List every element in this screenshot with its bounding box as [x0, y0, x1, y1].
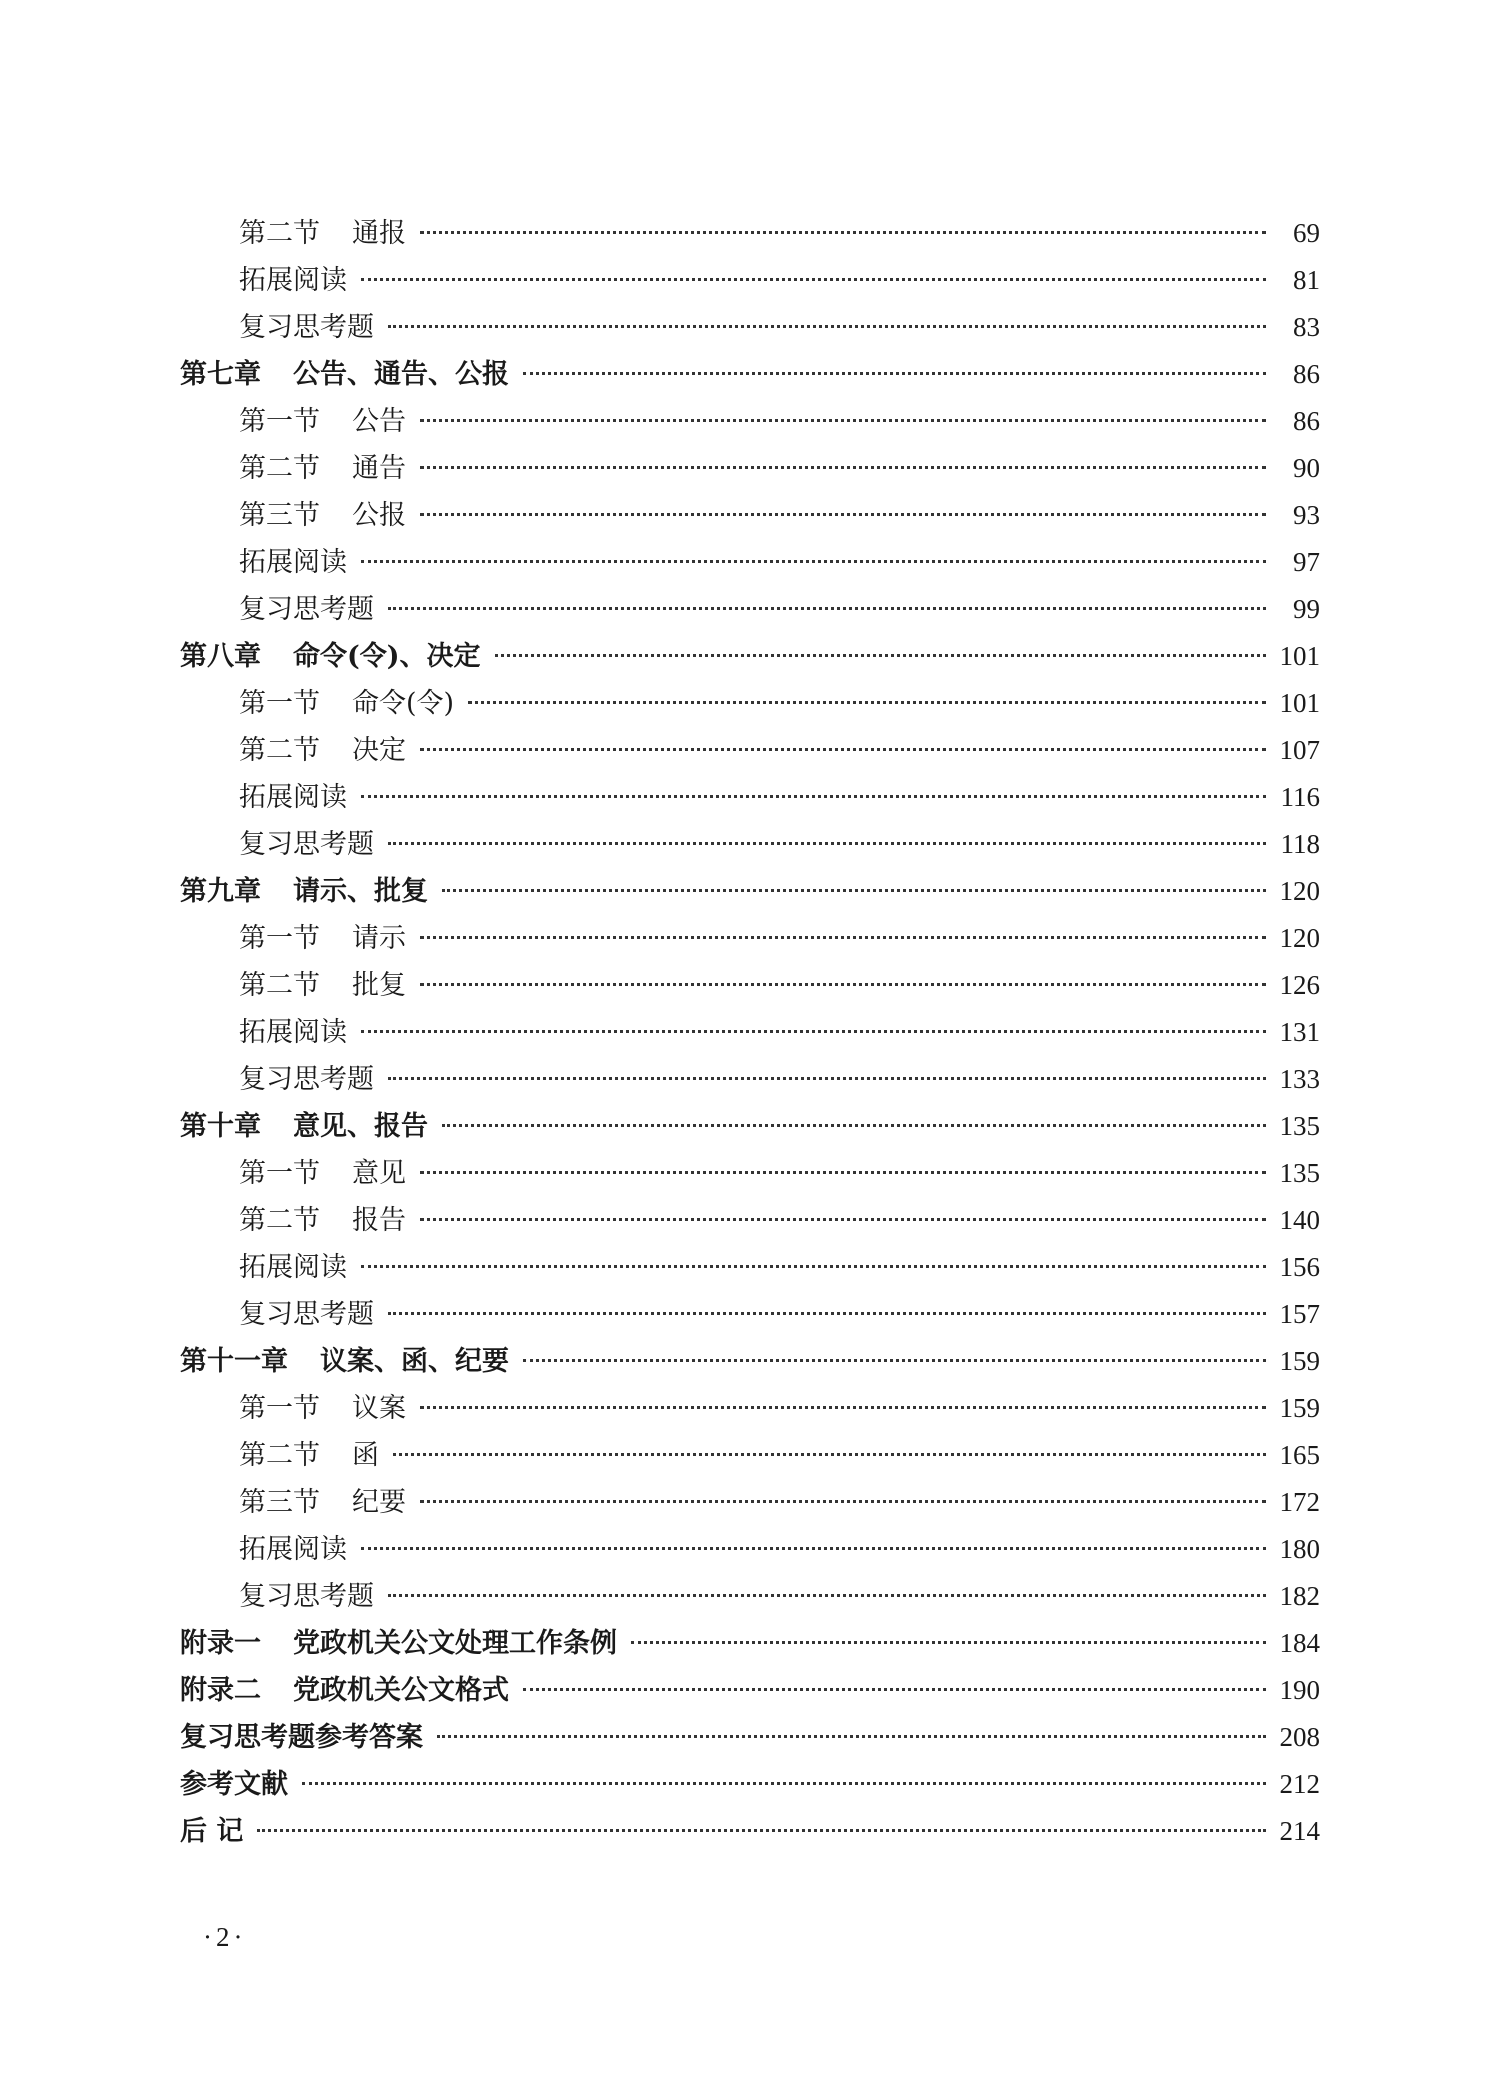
toc-entry-label: 第九章	[180, 876, 261, 907]
toc-entry-label: 复习思考题	[239, 1064, 374, 1095]
toc-entry-label: 复习思考题参考答案	[180, 1722, 423, 1753]
toc-entry-label: 拓展阅读	[239, 1534, 347, 1565]
toc-entry-name: 公告、通告、公报	[293, 359, 509, 390]
toc-entry-name: 函	[352, 1440, 379, 1471]
toc-entry-title	[239, 210, 406, 257]
toc-page-number: 214	[1279, 1816, 1320, 1846]
toc-entry-title	[180, 1103, 428, 1150]
toc-page-number: 156	[1279, 1252, 1320, 1282]
toc-page-number: 190	[1279, 1675, 1320, 1705]
toc-page-number: 212	[1279, 1769, 1320, 1799]
toc-page-number: 69	[1293, 218, 1320, 248]
toc-entry-title	[239, 445, 406, 492]
toc-page-number: 86	[1293, 359, 1320, 389]
toc-section-entry	[180, 1291, 1320, 1338]
toc-page-number: 133	[1279, 1064, 1320, 1094]
toc-entry-name: 报告	[352, 1205, 406, 1236]
dot-leader	[388, 325, 1266, 328]
dot-leader	[257, 1829, 1266, 1832]
toc-entry-title	[239, 1197, 406, 1244]
toc-page-number: 97	[1293, 547, 1320, 577]
toc-entry-label: 第三节	[239, 500, 320, 531]
toc-entry-name: 党政机关公文处理工作条例	[293, 1628, 617, 1659]
toc-section-entry	[180, 257, 1320, 304]
toc-section-entry	[180, 445, 1320, 492]
toc-page-number: 135	[1279, 1111, 1320, 1141]
toc-page-number: 107	[1279, 735, 1320, 765]
toc-entry-name: 公报	[352, 500, 406, 531]
toc-page-number: 159	[1279, 1346, 1320, 1376]
toc-chapter-entry	[180, 1103, 1320, 1150]
toc-entry-label: 参考文献	[180, 1769, 288, 1800]
toc-entry-title	[239, 1291, 374, 1338]
toc-section-entry	[180, 1056, 1320, 1103]
toc-page-number: 120	[1279, 876, 1320, 906]
toc-entry-title	[239, 774, 347, 821]
toc-entry-label: 拓展阅读	[239, 782, 347, 813]
toc-entry-label: 第二节	[239, 1440, 320, 1471]
toc-chapter-entry	[180, 1667, 1320, 1714]
toc-entry-label: 拓展阅读	[239, 1017, 347, 1048]
toc-section-entry	[180, 1150, 1320, 1197]
toc-section-entry	[180, 1432, 1320, 1479]
toc-section-entry	[180, 821, 1320, 868]
toc-section-entry	[180, 1385, 1320, 1432]
toc-entry-title	[239, 727, 406, 774]
dot-leader	[388, 1312, 1266, 1315]
toc-page-number: 90	[1293, 453, 1320, 483]
toc-entry-name: 命令(令)	[352, 688, 455, 719]
toc-entry-label: 复习思考题	[239, 829, 374, 860]
toc-section-entry	[180, 1479, 1320, 1526]
dot-leader	[388, 607, 1266, 610]
page-number: ·2·	[203, 1922, 247, 1952]
toc-page-number: 126	[1279, 970, 1320, 1000]
toc-entry-title	[239, 821, 374, 868]
toc-entry-name: 意见	[352, 1158, 406, 1189]
toc-chapter-entry	[180, 1808, 1320, 1855]
toc-entry-label: 第二节	[239, 735, 320, 766]
toc-entry-title	[180, 1761, 288, 1808]
toc-entry-title	[239, 1385, 406, 1432]
toc-entry-label: 附录一	[180, 1628, 261, 1659]
dot-leader	[393, 1453, 1266, 1456]
dot-leader	[495, 654, 1266, 657]
toc-entry-label: 拓展阅读	[239, 1252, 347, 1283]
toc-entry-name: 请示	[352, 923, 406, 954]
toc-entry-title	[180, 1667, 509, 1714]
toc-entry-label: 第二节	[239, 218, 320, 249]
dot-leader	[420, 231, 1266, 234]
toc-section-entry	[180, 1197, 1320, 1244]
dot-leader	[388, 1077, 1266, 1080]
toc-entry-title	[239, 539, 347, 586]
toc-section-entry	[180, 539, 1320, 586]
toc-page-number: 172	[1279, 1487, 1320, 1517]
dot-leader	[437, 1735, 1266, 1738]
dot-leader	[361, 560, 1266, 563]
dot-leader	[302, 1782, 1266, 1785]
toc-entry-label: 第一节	[239, 406, 320, 437]
dot-leader	[420, 748, 1266, 751]
toc-section-entry	[180, 492, 1320, 539]
toc-entry-name: 决定	[352, 735, 406, 766]
toc-entry-label: 第三节	[239, 1487, 320, 1518]
toc-entry-name: 党政机关公文格式	[293, 1675, 509, 1706]
toc-entry-title	[239, 1150, 406, 1197]
toc-page-number: 118	[1280, 829, 1320, 859]
toc-entry-label: 复习思考题	[239, 1299, 374, 1330]
toc-section-entry	[180, 1573, 1320, 1620]
toc-entry-title	[180, 1714, 423, 1761]
toc-entry-name: 议案	[352, 1393, 406, 1424]
toc-entry-label: 第二节	[239, 453, 320, 484]
toc-entry-name: 纪要	[352, 1487, 406, 1518]
dot-leader	[420, 936, 1266, 939]
toc-entry-name: 请示、批复	[293, 876, 428, 907]
toc-entry-title	[239, 1479, 406, 1526]
toc-entry-title	[180, 351, 509, 398]
toc-section-entry	[180, 1526, 1320, 1573]
toc-chapter-entry	[180, 1714, 1320, 1761]
toc-chapter-entry	[180, 1338, 1320, 1385]
toc-entry-title	[180, 633, 481, 680]
toc-entry-label: 附录二	[180, 1675, 261, 1706]
toc-page-number: 182	[1279, 1581, 1320, 1611]
dot-leader	[420, 1218, 1266, 1221]
toc-chapter-entry	[180, 351, 1320, 398]
toc-entry-title	[239, 1009, 347, 1056]
toc-entry-label: 第一节	[239, 1393, 320, 1424]
toc-section-entry	[180, 210, 1320, 257]
toc-page-number: 116	[1280, 782, 1320, 812]
toc-section-entry	[180, 774, 1320, 821]
toc-page-number: 135	[1279, 1158, 1320, 1188]
dot-leader	[420, 1406, 1266, 1409]
toc-page-number: 83	[1293, 312, 1320, 342]
toc-page-number: 140	[1279, 1205, 1320, 1235]
toc-entry-title	[239, 915, 406, 962]
toc-entry-title	[239, 492, 406, 539]
toc-entry-label: 第八章	[180, 641, 261, 672]
toc-entry-label: 复习思考题	[239, 312, 374, 343]
toc-entry-title	[239, 1056, 374, 1103]
toc-section-entry	[180, 304, 1320, 351]
toc-entry-title	[239, 962, 406, 1009]
toc-entry-label: 第十章	[180, 1111, 261, 1142]
toc-entry-label: 第一节	[239, 688, 320, 719]
toc-section-entry	[180, 1009, 1320, 1056]
toc-entry-label: 第一节	[239, 923, 320, 954]
dot-leader	[420, 1500, 1266, 1503]
toc-entry-title	[239, 680, 454, 727]
toc-chapter-entry	[180, 1761, 1320, 1808]
toc-entry-name: 公告	[352, 406, 406, 437]
toc-page-number: 101	[1279, 641, 1320, 671]
table-of-contents	[180, 210, 1320, 1855]
toc-entry-title	[180, 1620, 617, 1667]
toc-entry-label: 复习思考题	[239, 594, 374, 625]
toc-entry-title	[180, 1808, 243, 1855]
toc-entry-title	[239, 1526, 347, 1573]
toc-section-entry	[180, 398, 1320, 445]
dot-leader	[420, 466, 1266, 469]
dot-leader	[420, 983, 1266, 986]
dot-leader	[420, 513, 1266, 516]
toc-entry-label: 第二节	[239, 1205, 320, 1236]
toc-entry-label: 拓展阅读	[239, 547, 347, 578]
dot-leader	[420, 419, 1266, 422]
dot-leader	[388, 1594, 1266, 1597]
dot-leader	[361, 278, 1266, 281]
toc-entry-title	[239, 586, 374, 633]
toc-page-number: 165	[1279, 1440, 1320, 1470]
dot-leader	[631, 1641, 1266, 1644]
toc-chapter-entry	[180, 633, 1320, 680]
toc-entry-name: 通报	[352, 218, 406, 249]
toc-entry-label: 后 记	[180, 1816, 244, 1847]
dot-leader	[361, 795, 1266, 798]
toc-page-number: 81	[1293, 265, 1320, 295]
dot-leader	[442, 889, 1266, 892]
toc-section-entry	[180, 680, 1320, 727]
toc-entry-title	[239, 1573, 374, 1620]
dot-leader	[523, 372, 1266, 375]
dot-leader	[523, 1688, 1266, 1691]
toc-entry-title	[239, 1244, 347, 1291]
toc-chapter-entry	[180, 1620, 1320, 1667]
toc-page-number: 208	[1279, 1722, 1320, 1752]
toc-page-number: 131	[1279, 1017, 1320, 1047]
toc-page-number: 86	[1293, 406, 1320, 436]
toc-page-number: 180	[1279, 1534, 1320, 1564]
toc-page-number: 120	[1279, 923, 1320, 953]
toc-entry-name: 命令(令)、决定	[293, 641, 481, 672]
toc-entry-title	[180, 868, 428, 915]
toc-entry-label: 拓展阅读	[239, 265, 347, 296]
toc-section-entry	[180, 962, 1320, 1009]
toc-entry-title	[239, 257, 347, 304]
toc-entry-title	[239, 398, 406, 445]
toc-entry-name: 通告	[352, 453, 406, 484]
dot-leader	[468, 701, 1266, 704]
toc-entry-name: 意见、报告	[293, 1111, 428, 1142]
dot-leader	[388, 842, 1266, 845]
toc-chapter-entry	[180, 868, 1320, 915]
dot-leader	[420, 1171, 1266, 1174]
toc-section-entry	[180, 586, 1320, 633]
toc-entry-label: 第一节	[239, 1158, 320, 1189]
toc-page-number: 157	[1279, 1299, 1320, 1329]
toc-page-number: 184	[1279, 1628, 1320, 1658]
toc-section-entry	[180, 915, 1320, 962]
toc-entry-label: 第十一章	[180, 1346, 288, 1377]
toc-entry-label: 第二节	[239, 970, 320, 1001]
toc-entry-title	[180, 1338, 509, 1385]
dot-leader	[361, 1030, 1266, 1033]
toc-page-number: 93	[1293, 500, 1320, 530]
toc-page-number: 159	[1279, 1393, 1320, 1423]
toc-entry-label: 复习思考题	[239, 1581, 374, 1612]
dot-leader	[361, 1547, 1266, 1550]
toc-section-entry	[180, 727, 1320, 774]
dot-leader	[442, 1124, 1266, 1127]
toc-entry-name: 议案、函、纪要	[320, 1346, 509, 1377]
dot-leader	[361, 1265, 1266, 1268]
toc-entry-title	[239, 1432, 379, 1479]
toc-page-number: 101	[1279, 688, 1320, 718]
toc-entry-title	[239, 304, 374, 351]
dot-leader	[523, 1359, 1266, 1362]
toc-section-entry	[180, 1244, 1320, 1291]
toc-page-number: 99	[1293, 594, 1320, 624]
toc-entry-name: 批复	[352, 970, 406, 1001]
toc-entry-label: 第七章	[180, 359, 261, 390]
